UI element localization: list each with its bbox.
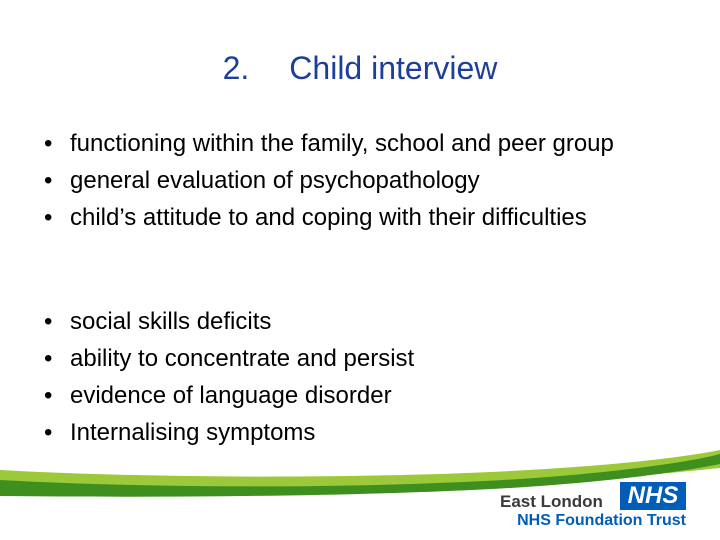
logo-trust-name: NHS Foundation Trust <box>517 512 686 529</box>
list-item <box>44 204 704 232</box>
nhs-logo-icon <box>620 482 686 510</box>
bullet-icon: • <box>44 382 53 409</box>
list-item <box>44 308 704 336</box>
list-item <box>44 167 704 195</box>
bullet-icon: • <box>44 130 53 157</box>
list-item <box>44 345 704 373</box>
list-item-text: evidence of language disorder <box>70 382 392 409</box>
bullet-icon: • <box>44 308 53 335</box>
bullet-icon: • <box>44 419 53 446</box>
slide-title <box>0 48 720 88</box>
list-item-text: general evaluation of psychopathology <box>70 167 480 194</box>
list-item-text: social skills deficits <box>70 308 272 335</box>
logo-org-name: East London <box>500 492 603 511</box>
list-item <box>44 382 704 410</box>
bullet-icon: • <box>44 167 53 194</box>
trust-logo <box>446 478 686 528</box>
nhs-mark: NHS <box>627 482 679 509</box>
bullet-list-specific <box>44 308 704 456</box>
list-item-text: Internalising symptoms <box>70 419 316 446</box>
title-text: Child interview <box>289 50 498 86</box>
bullet-list-context <box>44 130 704 241</box>
list-item-text: functioning within the family, school and peer group <box>70 130 614 157</box>
list-item-text: child’s attitude to and coping with their difficulties <box>70 204 587 231</box>
list-item-text: ability to concentrate and persist <box>70 345 415 372</box>
list-item <box>44 130 704 158</box>
title-number: 2. <box>222 50 250 86</box>
bullet-icon: • <box>44 204 53 231</box>
bullet-icon: • <box>44 345 53 372</box>
